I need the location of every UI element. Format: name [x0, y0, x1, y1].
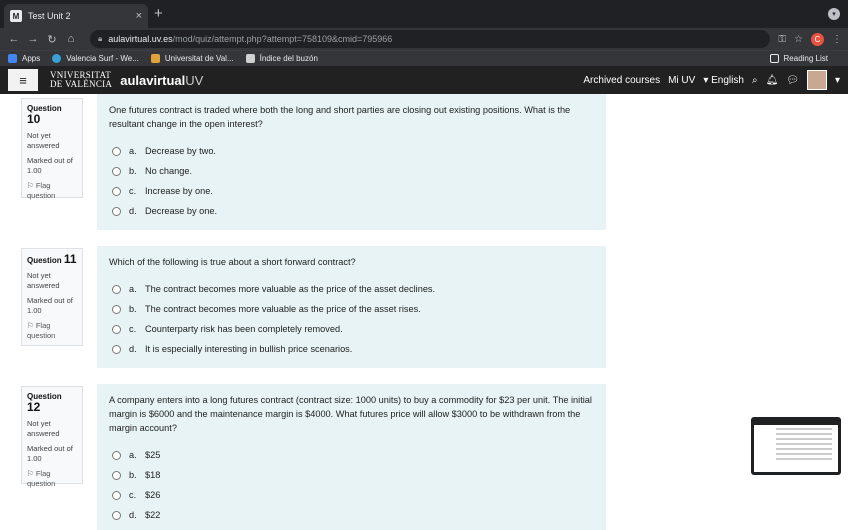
kebab-menu-icon[interactable]: ⋮ [832, 33, 842, 45]
radio-button[interactable] [112, 187, 121, 196]
radio-button[interactable] [112, 305, 121, 314]
answer-letter: c. [129, 490, 137, 500]
radio-button[interactable] [112, 167, 121, 176]
bookmark-valencia-surf[interactable] [52, 54, 139, 63]
question-marks: Marked out of 1.00 [27, 156, 73, 175]
flag-label: Flag question [27, 469, 56, 488]
browser-tab-strip [0, 0, 848, 28]
answer-letter: b. [129, 304, 137, 314]
hamburger-menu-icon[interactable]: ≡ [8, 69, 38, 91]
question-info [21, 386, 83, 488]
answer-letter: d. [129, 344, 137, 354]
answer-text: The contract becomes more valuable as the price of the asset declines. [145, 284, 436, 294]
question-body [97, 246, 606, 368]
answer-option[interactable] [109, 141, 594, 161]
url-host: aulavirtual.uv.es [108, 34, 173, 44]
browser-tab[interactable] [4, 4, 148, 28]
close-tab-icon[interactable]: × [135, 10, 142, 22]
question-status: Not yet answered [27, 271, 60, 290]
search-icon[interactable]: ⌕ [751, 74, 758, 86]
answer-text: The contract becomes more valuable as the price of the asset rises. [145, 304, 421, 314]
answer-text: Counterparty risk has been completely removed. [145, 324, 343, 334]
answer-letter: a. [129, 146, 137, 156]
answer-option[interactable] [109, 181, 594, 201]
question-text: Which of the following is true about a short forward contract? [109, 257, 356, 267]
answer-text: Decrease by two. [145, 146, 216, 156]
apps-grid-icon [8, 54, 17, 63]
answer-option[interactable] [109, 319, 594, 339]
radio-button[interactable] [112, 285, 121, 294]
flag-question-button[interactable] [27, 321, 77, 341]
browser-menu-icon[interactable]: ▾ [828, 8, 840, 20]
answer-text: It is especially interesting in bullish price scenarios. [145, 344, 353, 354]
bookmark-universitat[interactable] [151, 54, 234, 63]
home-icon[interactable]: ⌂ [67, 33, 75, 45]
answer-option[interactable] [109, 485, 594, 505]
question-marks: Marked out of 1.00 [27, 444, 73, 463]
user-menu-caret-icon[interactable]: ▾ [834, 74, 840, 86]
address-bar-row [0, 28, 848, 50]
caret-down-icon: ▾ [703, 74, 709, 86]
reload-icon[interactable]: ↻ [47, 33, 57, 46]
question-status: Not yet answered [27, 131, 60, 150]
flag-question-button[interactable] [27, 469, 77, 489]
globe-icon [52, 54, 61, 63]
answer-letter: d. [129, 206, 137, 216]
radio-button[interactable] [112, 511, 121, 520]
question-number: Question 12 [27, 392, 62, 414]
mi-uv-link[interactable]: Mi UV [668, 74, 696, 86]
tab-title: Test Unit 2 [28, 11, 71, 21]
answer-option[interactable] [109, 505, 594, 525]
answer-option[interactable] [109, 445, 594, 465]
bookmarks-bar [0, 50, 848, 66]
answer-text: $22 [145, 510, 161, 520]
answer-option[interactable] [109, 465, 594, 485]
aula-logo-bold: aulavirtual [120, 72, 186, 88]
answer-text: $18 [145, 470, 161, 480]
answer-option[interactable] [109, 279, 594, 299]
reading-list-button[interactable] [770, 54, 828, 63]
reading-list-label: Reading List [783, 54, 828, 63]
radio-button[interactable] [112, 345, 121, 354]
answer-letter: c. [129, 324, 137, 334]
question-number: Question 11 [27, 252, 77, 266]
answer-letter: b. [129, 470, 137, 480]
bookmark-apps[interactable] [8, 54, 40, 63]
url-path: /mod/quiz/attempt.php?attempt=758109&cmid=795966 [172, 34, 393, 44]
messages-icon[interactable]: 💬︎ [786, 74, 799, 86]
moodle-favicon-icon: M [10, 10, 22, 22]
flag-label: Flag question [27, 181, 56, 200]
answer-letter: d. [129, 510, 137, 520]
question-info [21, 248, 83, 346]
back-icon[interactable]: ← [8, 33, 20, 45]
answer-letter: a. [129, 450, 137, 460]
answer-text: No change. [145, 166, 192, 176]
quiz-content [0, 94, 848, 530]
url-field[interactable] [90, 30, 770, 48]
bookmark-buzon[interactable] [246, 54, 318, 63]
question-body [97, 94, 606, 230]
mail-icon [246, 54, 255, 63]
flag-icon: ⚐ [27, 469, 34, 478]
notification-bell-icon[interactable]: 🔔︎ [765, 74, 779, 86]
bookmark-star-icon[interactable]: ☆ [794, 33, 803, 45]
flag-label: Flag question [27, 321, 56, 340]
lock-icon: 🔒︎ [98, 34, 103, 43]
uv-logo-line1: VNIVERSITAT [50, 70, 112, 80]
radio-button[interactable] [112, 147, 121, 156]
question-marks: Marked out of 1.00 [27, 296, 73, 315]
archived-courses-link[interactable]: Archived courses [583, 74, 661, 86]
answer-text: Increase by one. [145, 186, 213, 196]
key-icon[interactable]: ⚿ [778, 33, 787, 45]
new-tab-button[interactable]: + [154, 5, 163, 22]
flag-icon: ⚐ [27, 321, 34, 330]
answer-option[interactable] [109, 161, 594, 181]
thumbnail-preview [754, 420, 838, 472]
answer-option[interactable] [109, 299, 594, 319]
answer-option[interactable] [109, 201, 594, 221]
aula-logo-suffix: UV [185, 72, 204, 88]
question-info [21, 98, 83, 198]
answer-letter: b. [129, 166, 137, 176]
aulavirtual-logo[interactable] [120, 73, 203, 88]
language-menu[interactable] [703, 75, 744, 86]
answer-letter: a. [129, 284, 137, 294]
bookmark-label: Universitat de Val... [164, 54, 234, 63]
question-number: Question 10 [27, 104, 62, 126]
bookmark-label: Valencia Surf - We... [66, 54, 139, 63]
answer-option[interactable] [109, 339, 594, 359]
site-navbar [0, 66, 848, 94]
forward-icon[interactable]: → [27, 33, 39, 45]
question-status: Not yet answered [27, 419, 60, 438]
radio-button[interactable] [112, 471, 121, 480]
answer-text: Decrease by one. [145, 206, 218, 216]
flag-icon: ⚐ [27, 181, 34, 190]
uv-logo[interactable] [50, 71, 112, 89]
flag-question-button[interactable] [27, 181, 77, 201]
question-body [97, 384, 606, 530]
language-label: English [711, 74, 744, 86]
reading-list-icon [770, 54, 779, 63]
bookmark-label: Apps [22, 54, 41, 63]
answer-letter: c. [129, 186, 137, 196]
uv-logo-line2: DE VALÈNCIA [50, 79, 113, 89]
question-text: A company enters into a long futures contract (contract size: 1000 units) to buy a commodity for $23 per unit. The initial margin is $6000 and the maintenance margin is $4000. What futures price will allow $3000 to be withdrawn from the margin account? [109, 395, 592, 433]
answer-text: $25 [145, 450, 161, 460]
user-avatar[interactable] [807, 70, 827, 90]
radio-button[interactable] [112, 491, 121, 500]
radio-button[interactable] [112, 451, 121, 460]
radio-button[interactable] [112, 207, 121, 216]
profile-avatar[interactable]: C [811, 33, 824, 46]
screenshot-thumbnail[interactable] [751, 417, 841, 475]
question-text: One futures contract is traded where both the long and short parties are closing out existing positions. What is the resultant change in the open interest? [109, 105, 571, 129]
answer-text: $26 [145, 490, 161, 500]
bookmark-label: Índice del buzón [259, 54, 318, 63]
uv-favicon-icon [151, 54, 160, 63]
radio-button[interactable] [112, 325, 121, 334]
